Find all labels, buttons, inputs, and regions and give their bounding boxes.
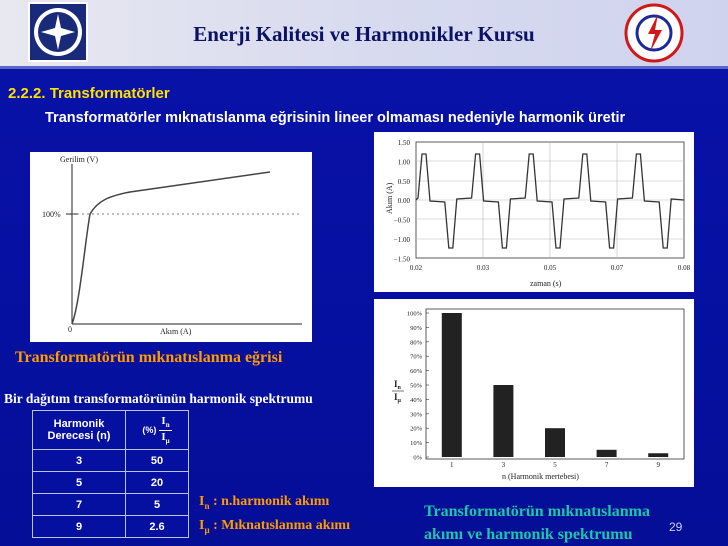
mag-origin: 0 (68, 325, 72, 334)
mag-xlabel: Akım (A) (160, 327, 192, 336)
mag-ylabel: Gerilim (V) (60, 155, 98, 164)
magnetizing-current-chart (374, 132, 694, 292)
bar-ytick: 40% (410, 396, 422, 404)
bar-ytick: 0% (413, 454, 422, 462)
bar-ytick: 60% (410, 368, 422, 376)
bar-xlabel: n (Harmonik mertebesi) (502, 472, 579, 481)
col-header-ratio: (%) $I_n$ $I_\mu$ (126, 411, 189, 450)
table-row: 9 2.6 (33, 516, 189, 538)
current-ytick: 0.50 (397, 177, 410, 186)
bar-ylabel-num: $I_n$ (394, 379, 401, 391)
bar-ytick: 30% (410, 411, 422, 419)
bar-5 (545, 428, 565, 457)
current-xtick: 0.08 (677, 264, 691, 272)
current-xtick: 0.05 (543, 264, 557, 272)
bar-3 (493, 385, 513, 457)
bar-xtick: 1 (450, 461, 454, 469)
current-xtick: 0.02 (409, 264, 423, 272)
right-caption: Transformatörün mıknatıslanma akımı ve harmonik spektrumu (424, 503, 650, 543)
bar-9 (648, 453, 668, 457)
bar-ytick: 70% (410, 353, 422, 361)
harmonic-spectrum-chart (374, 299, 694, 487)
magnetization-caption: Transformatörün mıknatıslanma eğrisi (15, 349, 283, 366)
current-ytick: 1.50 (397, 139, 410, 147)
bar-xtick: 7 (604, 461, 609, 469)
table-row: 7 5 (33, 494, 189, 516)
bar-ytick: 100% (406, 310, 422, 318)
current-ytick: −1.00 (393, 236, 410, 244)
magnetization-curve-chart (30, 152, 312, 342)
current-ylabel: Akım (A) (385, 182, 394, 214)
bar-xtick: 9 (656, 461, 660, 469)
section-text: Transformatörler mıknatıslanma eğrisinin lineer olmaması nedeniyle harmonik üretir (45, 110, 626, 126)
bar-xtick: 5 (553, 461, 557, 469)
table-row: 3 50 (33, 450, 189, 472)
bar-ylabel-den: $I_\mu$ (394, 392, 401, 404)
table-row: 5 20 (33, 472, 189, 494)
bar-ytick: 10% (410, 440, 422, 448)
bar-7 (597, 450, 617, 457)
page-title: Enerji Kalitesi ve Harmonikler Kursu (193, 22, 535, 46)
bar-ytick: 80% (410, 339, 422, 347)
current-ytick: −1.50 (393, 255, 410, 264)
current-xtick: 0.03 (476, 264, 490, 272)
page-number: 29 (669, 520, 683, 534)
header-divider (0, 66, 728, 69)
current-xlabel: zaman (s) (530, 279, 562, 288)
col-header-harmonic: Harmonik Derecesi (n) (33, 411, 126, 450)
bar-1 (442, 313, 462, 457)
current-ytick: 1.00 (397, 158, 410, 167)
current-ytick: −0.50 (393, 216, 410, 225)
mag-ytick: 100% (42, 210, 61, 219)
bar-xtick: 3 (501, 461, 506, 469)
legend-imu: $I_\mu$ : Mıknatıslanma akımı (199, 518, 350, 535)
spectrum-title: Bir dağıtım transformatörünün harmonik spektrumu (4, 391, 313, 406)
bar-ytick: 20% (410, 425, 422, 433)
legend-in: $I_n$ : n.harmonik akımı (199, 494, 330, 511)
section-heading: 2.2.2. Transformatörler (8, 85, 170, 102)
harmonic-table (32, 410, 189, 538)
bar-ytick: 90% (410, 324, 422, 332)
bar-ytick: 50% (410, 382, 422, 390)
current-xtick: 0.07 (610, 264, 624, 272)
current-ytick: 0.00 (397, 197, 410, 206)
